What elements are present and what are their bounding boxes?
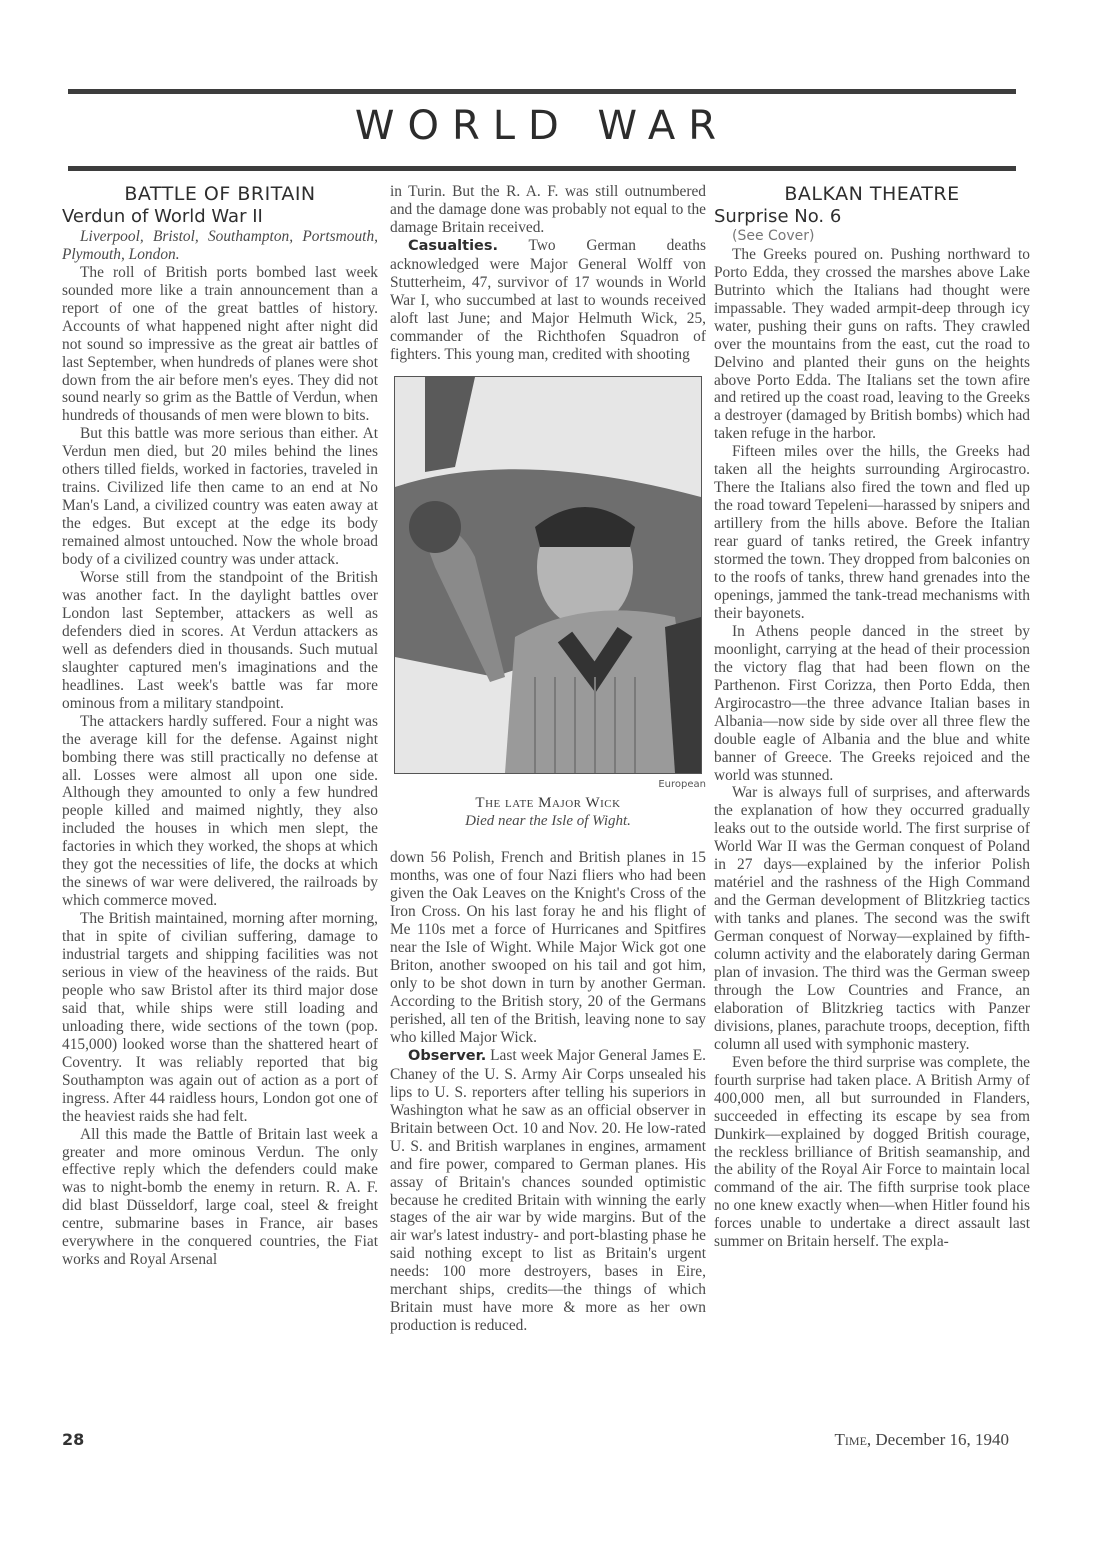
casualties-text: Two German deaths acknowledged were Major General Wolff von Stutterheim, 47, survivor of 17 wounds in World War I, who succumbed at last to wounds received aloft last June; and Major Helmuth Wick, 25, commander of the Richthofen Squadron of fighters. This young man, credited with shooting (390, 236, 706, 363)
article-headline: Surprise No. 6 (714, 205, 842, 227)
column-2 (390, 183, 706, 1335)
paragraph: Even before the third surprise was complete, the fourth surprise had taken place. A British Army of 400,000 men, all but surrounded in Flanders, succeeded in effecting its escape by sea from Dunkirk—explained by dogged British courage, the reckless brilliance of British seamanship, and the ability of the Royal Air Force to maintain local command of the air. The fifth surprise took place no one knew exactly when—when Hitler found his forces unable to undertake a direct assault last summer on Britain herself. The expla- (714, 1053, 1030, 1251)
see-cover-note: (See Cover) (732, 227, 815, 244)
department-heading: BALKAN THEATRE (784, 183, 960, 205)
paragraph-observer (390, 1047, 706, 1335)
header-rule-top (68, 89, 1016, 94)
pilot-photo-illustration (395, 377, 701, 773)
paragraph: The Greeks poured on. Pushing northward to Porto Edda, they crossed the marshes above Lake Butrinto which the Italians had thought were impassable. They waded armpit-deep through icy water, pushing their guns on rafts. They crawled over the mountains from the east, cut the road to Delvino and planted their guns on the heights above Porto Edda. The Italians set the town afire and retired up the coast road, leaving to the Greeks a destroyer (damaged by British bombs) which had taken refuge in the harbor. (714, 245, 1030, 443)
issue-date: , December 16, 1940 (866, 1430, 1009, 1449)
paragraph-continuation: in Turin. But the R. A. F. was still outnumbered and the damage done was probably not equal to the damage Britain received. (390, 183, 706, 236)
paragraph: But this battle was more serious than either. At Verdun men died, but 20 miles behind the lines others tilled fields, worked in factories, traveled in trains. Civilized life then came to an end at No Man's Land, a civilized country was eaten away at the edges. But except at the edge its body remained almost untouched. Now the whole broad body of a civilized country was under attack. (62, 425, 378, 569)
page-footer (835, 1430, 1009, 1450)
paragraph: The attackers hardly suffered. Four a night was the average kill for the defense. Against night bombing there was still practically no defense at all. Losses were almost all upon one side. Although they amounted to only a few hundred people killed and maimed nightly, they also included the houses in which men slept, the factories in which they worked, the shops at which they got the necessities of life, the docks at which the sinews of war were delivered, the railroads by which commerce moved. (62, 712, 378, 910)
paragraph: The British maintained, morning after morning, that in spite of civilian suffering, damage to industrial targets and shipping facilities was not serious in view of the heaviness of the raids. But people who saw Bristol after its third major dose said that, while ships were still loading and unloading there, wide sections of the town (pop. 415,000) looked worse than the shattered heart of Coventry. It was reliably reported that big Southampton was again out of action as a port of ingress. After 44 raidless hours, London got one of the heaviest raids she had felt. (62, 910, 378, 1125)
magazine-name: Time (834, 1430, 867, 1449)
observer-text: Last week Major General James E. Chaney of the U. S. Army Air Corps unsealed his lips to U. S. reporters after telling his superiors in Washington what he saw as an official observer in Britain between Oct. 10 and Nov. 20. He low-rated U. S. and British warplanes in engines, armament and fire power, compared to German planes. His assay of Britain's chances sounded optimistic because he credited Britain with winning the early stages of the air war by wide margins. But of the air war's latest industry- and port-blasting phase he said nothing except to list as Britain's urgent needs: 100 more destroyers, bases in Eire, merchant ships, credits—the things of which Britain must have more & more as her own production is reduced. (390, 1046, 706, 1335)
paragraph: Fifteen miles over the hills, the Greeks had taken all the heights surrounding Argirocastro. There the Italians also fired the town and fled up the road toward Tepeleni—harassed by snipers and artillery from the hills above. Before the Italian rear guard of tanks retired, the Greek infantry stormed the town. They dropped from balconies on to the roofs of tanks, threw hand grenades into the openings, jammed the tank-tread mechanisms with their bayonets. (714, 443, 1030, 622)
paragraph: Worse still from the standpoint of the British was another fact. In the daylight battles over London last September, attackers as well as defenders died in scores. At Verdun attackers as well as defenders died in thousands. Such mutual slaughter captured men's imaginations and the headlines. Last week's battle was far more ominous from a military standpoint. (62, 569, 378, 712)
photo-caption-title: The late Major Wick (475, 795, 621, 812)
column-3 (714, 183, 1030, 1251)
paragraph: War is always full of surprises, and afterwards the explanation of how they occurred gradually leaks out to the outside world. The first surprise of World War II was the German conquest of Poland in 27 days—explained by the inferior Polish matériel and the rashness of the High Command and the German development of Blitzkrieg tactics with tanks and planes. The second was the swift German conquest of Norway—explained by fifth-column activity and the elaborately daring German plan of invasion. The third was the German sweep through the Low Countries and France, an elaboration of Blitzkrieg tactics with Panzer divisions, planes, parachute troops, deception, fifth column all used with symphonic mastery. (714, 784, 1030, 1053)
header-rule-bottom (68, 166, 1016, 171)
paragraph: The roll of British ports bombed last week sounded more like a train announcement than a report of one of the great battles of history. Accounts of what happened night after night did not sound so impressive as the great air battles of last September, when hundreds of planes were shot down from the air before men's eyes. They did not sound nearly so grim as the Battle of Verdun, when hundreds of thousands of men were blown to bits. (62, 263, 378, 425)
photo-credit: European (658, 778, 706, 790)
subhead-casualties: Casualties. (408, 237, 499, 254)
department-heading: BATTLE OF BRITAIN (124, 183, 316, 205)
dateline: Liverpool, Bristol, Southampton, Portsmouth, Plymouth, London. (62, 227, 378, 263)
paragraph: All this made the Battle of Britain last week a greater and more ominous Verdun. The only effective reply which the defenders could make was to night-bomb the enemy in return. R. A. F. did blast Düsseldorf, large coal, steel & freight centre, submarine bases in France, air bases everywhere in the conquered countries, the Fiat works and Royal Arsenal (62, 1125, 378, 1269)
paragraph-casualties (390, 237, 706, 364)
photo-caption-subtitle: Died near the Isle of Wight. (465, 813, 631, 830)
article-headline: Verdun of World War II (62, 205, 263, 227)
page-number: 28 (62, 1430, 85, 1449)
paragraph: In Athens people danced in the street by moonlight, carrying at the head of their procession the victory flag that had been flown on the Parthenon. First Corizza, then Porto Edda, then Argirocastro—the three advance Italian bases in Albania—now side by side over all three flew the double eagle of Albania and the blue and white banner of Greece. The Greeks rejoiced and the world was stunned. (714, 622, 1030, 784)
paragraph: down 56 Polish, French and British planes in 15 months, was one of four Nazi fliers who had been given the Oak Leaves on the Knight's Cross of the Iron Cross. On his last foray he and his flight of Me 110s met a force of Hurricanes and Spitfires near the Isle of Wight. While Major Wick got one Briton, another swooped on his tail and got him, only to be shot down in turn by another German. According to the British story, 20 of the Germans perished, all ten of the British, leaving none to say who killed Major Wick. (390, 849, 706, 1046)
section-title: WORLD WAR (354, 103, 730, 149)
column-1 (62, 183, 378, 1269)
photo-major-wick (394, 376, 702, 774)
subhead-observer: Observer. (408, 1047, 487, 1064)
